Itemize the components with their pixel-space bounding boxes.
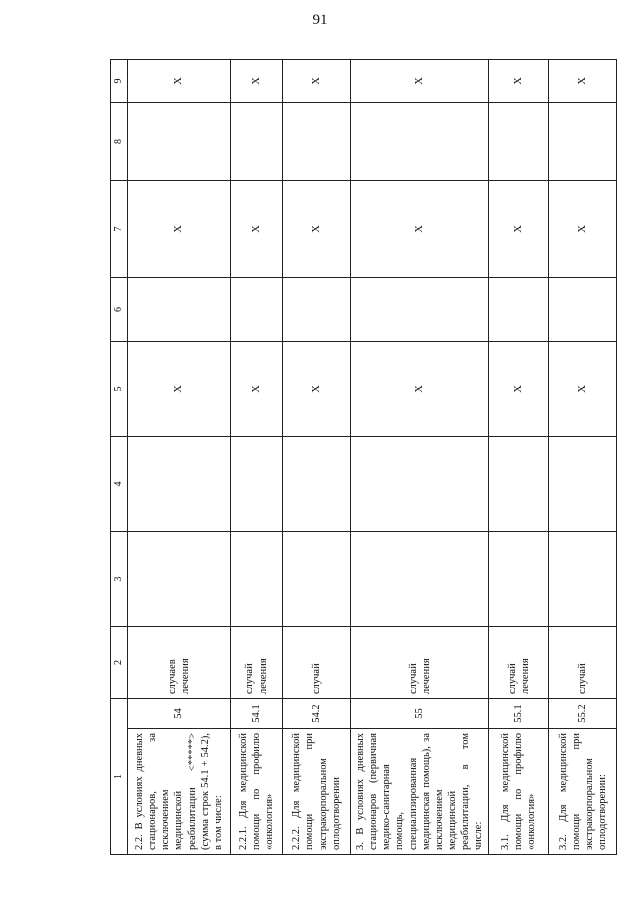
unit-cell: случай	[549, 627, 617, 699]
row-number-cell: 55.2	[549, 699, 617, 729]
x-mark-cell: X	[283, 181, 351, 278]
x-mark-cell: X	[231, 181, 283, 278]
header-cell-5: 5	[111, 342, 128, 437]
row-title-cell: 2.2.2. Для медицинской помощи при экстракорпоральном оплодотворении	[283, 729, 351, 855]
row-number-cell: 54.1	[231, 699, 283, 729]
header-cell-4: 4	[111, 437, 128, 532]
row-number-cell: 55	[351, 699, 489, 729]
empty-cell	[128, 437, 231, 532]
unit-cell: случаев лечения	[128, 627, 231, 699]
page-number: 91	[312, 12, 328, 28]
x-mark-cell: X	[231, 342, 283, 437]
table-row	[283, 60, 351, 855]
table-row	[231, 60, 283, 855]
empty-cell	[351, 437, 489, 532]
x-mark-cell: X	[128, 342, 231, 437]
empty-cell	[351, 103, 489, 181]
row-number-cell: 54.2	[283, 699, 351, 729]
table-row	[549, 60, 617, 855]
table-row	[128, 60, 231, 855]
header-cell-2: 2	[111, 627, 128, 699]
empty-cell	[283, 437, 351, 532]
empty-cell	[128, 532, 231, 627]
header-cell-7: 7	[111, 181, 128, 278]
unit-cell: случай лечения	[489, 627, 549, 699]
empty-cell	[283, 103, 351, 181]
x-mark-cell: X	[549, 60, 617, 103]
row-title-cell: 2.2.1. Для медицинской помощи по профилю «онкология»	[231, 729, 283, 855]
x-mark-cell: X	[128, 60, 231, 103]
row-title-cell: 2.2. В условиях дневных стационаров, за исключением медицинской реабилитации <*****> (сумма строк 54.1 + 54.2), в том числе:	[128, 729, 231, 855]
x-mark-cell: X	[489, 60, 549, 103]
x-mark-cell: X	[549, 342, 617, 437]
rotated-table	[110, 60, 608, 855]
empty-cell	[283, 278, 351, 342]
header-cell-6: 6	[111, 278, 128, 342]
empty-cell	[231, 532, 283, 627]
row-number-cell: 55.1	[489, 699, 549, 729]
x-mark-cell: X	[283, 342, 351, 437]
table-row	[489, 60, 549, 855]
empty-cell	[549, 437, 617, 532]
rotated-table-container	[110, 60, 608, 855]
empty-cell	[549, 278, 617, 342]
header-cell-1: 1	[111, 699, 128, 855]
unit-cell: случай лечения	[351, 627, 489, 699]
empty-cell	[128, 103, 231, 181]
empty-cell	[351, 532, 489, 627]
x-mark-cell: X	[489, 342, 549, 437]
empty-cell	[489, 532, 549, 627]
empty-cell	[549, 532, 617, 627]
row-title-cell: 3.2. Для медицинской помощи при экстракорпоральном оплодотворении:	[549, 729, 617, 855]
header-row	[111, 60, 128, 855]
empty-cell	[549, 103, 617, 181]
empty-cell	[489, 278, 549, 342]
empty-cell	[231, 437, 283, 532]
empty-cell	[489, 103, 549, 181]
x-mark-cell: X	[549, 181, 617, 278]
empty-cell	[231, 278, 283, 342]
empty-cell	[489, 437, 549, 532]
x-mark-cell: X	[351, 181, 489, 278]
row-title-cell: 3.1. Для медицинской помощи по профилю «онкология»	[489, 729, 549, 855]
x-mark-cell: X	[128, 181, 231, 278]
x-mark-cell: X	[489, 181, 549, 278]
x-mark-cell: X	[351, 60, 489, 103]
x-mark-cell: X	[231, 60, 283, 103]
header-cell-8: 8	[111, 103, 128, 181]
empty-cell	[231, 103, 283, 181]
empty-cell	[283, 532, 351, 627]
row-number-cell: 54	[128, 699, 231, 729]
table-row	[351, 60, 489, 855]
x-mark-cell: X	[351, 342, 489, 437]
row-title-cell: 3. В условиях дневных стационаров (первичная медико-санитарная помощь, специализированная медицинская помощь), за исключением медицинской реабилитации, в том числе:	[351, 729, 489, 855]
empty-cell	[351, 278, 489, 342]
data-table	[110, 59, 617, 855]
x-mark-cell: X	[283, 60, 351, 103]
unit-cell: случай лечения	[231, 627, 283, 699]
header-cell-3: 3	[111, 532, 128, 627]
header-cell-9: 9	[111, 60, 128, 103]
unit-cell: случай	[283, 627, 351, 699]
empty-cell	[128, 278, 231, 342]
